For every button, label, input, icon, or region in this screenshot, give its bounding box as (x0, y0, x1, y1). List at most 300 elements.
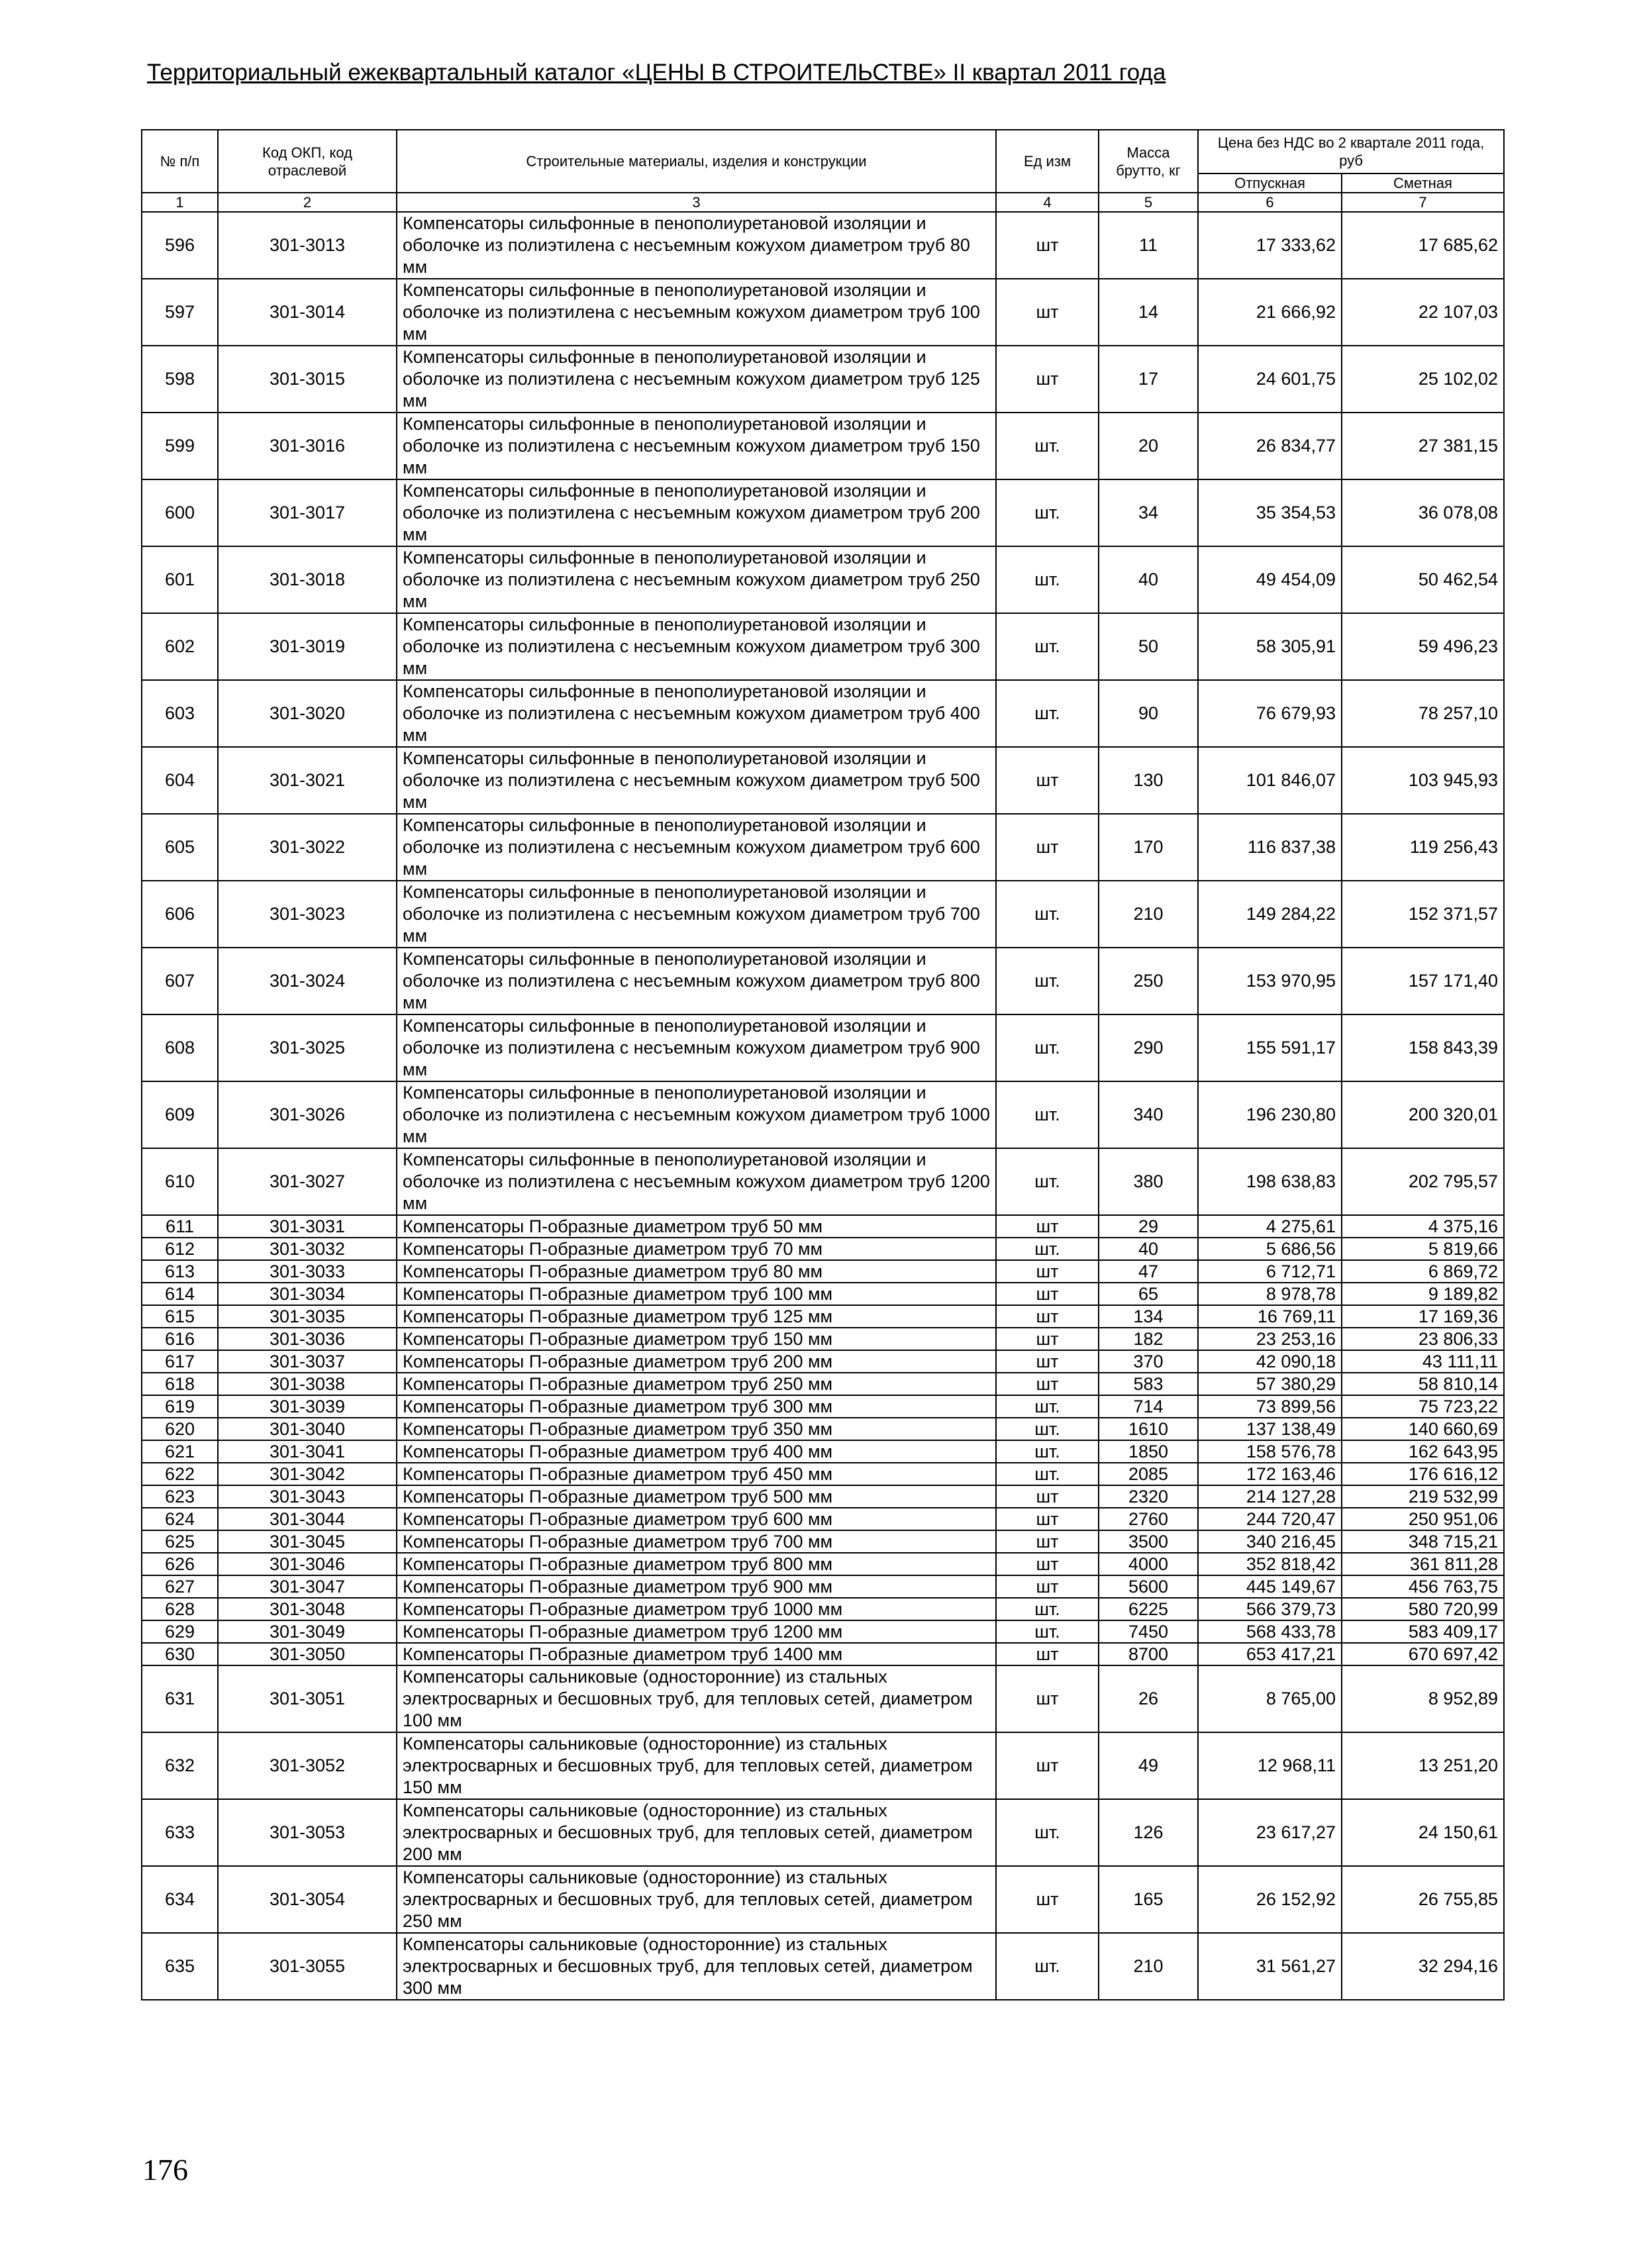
cell-price-release: 198 638,83 (1198, 1148, 1342, 1215)
cell-mass: 14 (1099, 279, 1198, 346)
cell-mass: 1610 (1099, 1418, 1198, 1440)
cell-price-release: 445 149,67 (1198, 1575, 1342, 1598)
cell-code: 301-3043 (218, 1485, 397, 1508)
cell-code: 301-3039 (218, 1395, 397, 1418)
cell-code: 301-3036 (218, 1328, 397, 1350)
cell-code: 301-3050 (218, 1643, 397, 1665)
table-row (142, 1260, 1504, 1283)
cell-unit: шт (996, 1553, 1099, 1575)
cell-num: 623 (142, 1485, 218, 1508)
cell-name: Компенсаторы сальниковые (односторонние) из стальных электросварных и бесшовных труб, для тепловых сетей, диаметром 200 мм (397, 1799, 996, 1866)
col-number: 4 (996, 193, 1099, 212)
col-header-name: Строительные материалы, изделия и конструкции (397, 130, 996, 193)
cell-price-estimate: 75 723,22 (1342, 1395, 1504, 1418)
cell-unit: шт. (996, 1148, 1099, 1215)
cell-num: 603 (142, 680, 218, 747)
cell-unit: шт. (996, 881, 1099, 948)
cell-unit: шт. (996, 1933, 1099, 2000)
cell-unit: шт. (996, 1620, 1099, 1643)
cell-code: 301-3025 (218, 1014, 397, 1081)
table-row (142, 479, 1504, 546)
cell-name: Компенсаторы П-образные диаметром труб 700 мм (397, 1530, 996, 1553)
cell-num: 611 (142, 1215, 218, 1238)
cell-price-release: 8 978,78 (1198, 1283, 1342, 1305)
cell-price-estimate: 6 869,72 (1342, 1260, 1504, 1283)
cell-price-release: 155 591,17 (1198, 1014, 1342, 1081)
table-row (142, 1440, 1504, 1463)
cell-price-estimate: 23 806,33 (1342, 1328, 1504, 1350)
table-row (142, 613, 1504, 680)
cell-num: 632 (142, 1732, 218, 1799)
cell-price-estimate: 119 256,43 (1342, 814, 1504, 881)
cell-mass: 47 (1099, 1260, 1198, 1283)
cell-code: 301-3037 (218, 1350, 397, 1373)
cell-unit: шт. (996, 1238, 1099, 1260)
table-row (142, 346, 1504, 413)
cell-unit: шт (996, 1508, 1099, 1530)
cell-unit: шт. (996, 1395, 1099, 1418)
cell-code: 301-3038 (218, 1373, 397, 1395)
cell-price-release: 352 818,42 (1198, 1553, 1342, 1575)
cell-name: Компенсаторы сальниковые (односторонние) из стальных электросварных и бесшовных труб, для тепловых сетей, диаметром 250 мм (397, 1866, 996, 1933)
cell-num: 624 (142, 1508, 218, 1530)
price-table (141, 129, 1505, 2000)
cell-price-release: 196 230,80 (1198, 1081, 1342, 1148)
cell-price-estimate: 580 720,99 (1342, 1598, 1504, 1620)
cell-price-release: 116 837,38 (1198, 814, 1342, 881)
cell-mass: 210 (1099, 881, 1198, 948)
cell-price-release: 149 284,22 (1198, 881, 1342, 948)
cell-unit: шт. (996, 1418, 1099, 1440)
cell-unit: шт (996, 1485, 1099, 1508)
cell-num: 615 (142, 1305, 218, 1328)
col-header-price-estimate: Сметная (1342, 173, 1504, 193)
cell-num: 629 (142, 1620, 218, 1643)
cell-name: Компенсаторы П-образные диаметром труб 100 мм (397, 1283, 996, 1305)
cell-unit: шт (996, 1260, 1099, 1283)
table-row (142, 279, 1504, 346)
cell-num: 599 (142, 413, 218, 479)
cell-price-estimate: 8 952,89 (1342, 1665, 1504, 1732)
cell-num: 622 (142, 1463, 218, 1485)
cell-num: 606 (142, 881, 218, 948)
cell-price-estimate: 219 532,99 (1342, 1485, 1504, 1508)
cell-num: 612 (142, 1238, 218, 1260)
cell-price-release: 76 679,93 (1198, 680, 1342, 747)
cell-mass: 40 (1099, 1238, 1198, 1260)
cell-price-release: 101 846,07 (1198, 747, 1342, 814)
table-row (142, 1866, 1504, 1933)
cell-num: 600 (142, 479, 218, 546)
cell-mass: 170 (1099, 814, 1198, 881)
cell-price-estimate: 36 078,08 (1342, 479, 1504, 546)
table-row (142, 1238, 1504, 1260)
col-header-price-group: Цена без НДС во 2 квартале 2011 года, руб (1198, 130, 1504, 173)
cell-price-release: 172 163,46 (1198, 1463, 1342, 1485)
cell-name: Компенсаторы сильфонные в пенополиуретановой изоляции и оболочке из полиэтилена с несъемным кожухом диаметром труб 800 мм (397, 948, 996, 1014)
table-row (142, 1508, 1504, 1530)
cell-unit: шт (996, 1283, 1099, 1305)
cell-price-estimate: 176 616,12 (1342, 1463, 1504, 1485)
cell-name: Компенсаторы сильфонные в пенополиуретановой изоляции и оболочке из полиэтилена с несъемным кожухом диаметром труб 700 мм (397, 881, 996, 948)
cell-price-estimate: 583 409,17 (1342, 1620, 1504, 1643)
table-row (142, 546, 1504, 613)
cell-name: Компенсаторы сильфонные в пенополиуретановой изоляции и оболочке из полиэтилена с несъемным кожухом диаметром труб 500 мм (397, 747, 996, 814)
col-number: 3 (397, 193, 996, 212)
cell-mass: 2760 (1099, 1508, 1198, 1530)
cell-price-release: 16 769,11 (1198, 1305, 1342, 1328)
cell-mass: 1850 (1099, 1440, 1198, 1463)
cell-name: Компенсаторы П-образные диаметром труб 500 мм (397, 1485, 996, 1508)
col-number: 5 (1099, 193, 1198, 212)
cell-num: 634 (142, 1866, 218, 1933)
col-number: 7 (1342, 193, 1504, 212)
cell-name: Компенсаторы сильфонные в пенополиуретановой изоляции и оболочке из полиэтилена с несъемным кожухом диаметром труб 250 мм (397, 546, 996, 613)
table-row (142, 1575, 1504, 1598)
cell-unit: шт. (996, 1799, 1099, 1866)
cell-price-release: 23 253,16 (1198, 1328, 1342, 1350)
cell-name: Компенсаторы сильфонные в пенополиуретановой изоляции и оболочке из полиэтилена с несъемным кожухом диаметром труб 80 мм (397, 212, 996, 279)
cell-name: Компенсаторы сильфонные в пенополиуретановой изоляции и оболочке из полиэтилена с несъемным кожухом диаметром труб 300 мм (397, 613, 996, 680)
cell-name: Компенсаторы сальниковые (односторонние) из стальных электросварных и бесшовных труб, для тепловых сетей, диаметром 150 мм (397, 1732, 996, 1799)
cell-unit: шт (996, 1643, 1099, 1665)
cell-price-release: 17 333,62 (1198, 212, 1342, 279)
table-row (142, 814, 1504, 881)
cell-price-estimate: 17 169,36 (1342, 1305, 1504, 1328)
cell-name: Компенсаторы сильфонные в пенополиуретановой изоляции и оболочке из полиэтилена с несъемным кожухом диаметром труб 150 мм (397, 413, 996, 479)
cell-num: 631 (142, 1665, 218, 1732)
cell-price-estimate: 58 810,14 (1342, 1373, 1504, 1395)
cell-num: 618 (142, 1373, 218, 1395)
cell-name: Компенсаторы П-образные диаметром труб 900 мм (397, 1575, 996, 1598)
cell-price-estimate: 361 811,28 (1342, 1553, 1504, 1575)
cell-unit: шт (996, 747, 1099, 814)
cell-mass: 134 (1099, 1305, 1198, 1328)
cell-name: Компенсаторы П-образные диаметром труб 1000 мм (397, 1598, 996, 1620)
table-row (142, 1553, 1504, 1575)
cell-mass: 49 (1099, 1732, 1198, 1799)
table-row (142, 1485, 1504, 1508)
cell-price-release: 31 561,27 (1198, 1933, 1342, 2000)
cell-code: 301-3033 (218, 1260, 397, 1283)
cell-unit: шт (996, 1373, 1099, 1395)
col-header-code: Код ОКП, код отраслевой (218, 130, 397, 193)
cell-unit: шт. (996, 613, 1099, 680)
cell-num: 605 (142, 814, 218, 881)
table-row (142, 1014, 1504, 1081)
cell-price-estimate: 17 685,62 (1342, 212, 1504, 279)
table-row (142, 1933, 1504, 2000)
cell-num: 608 (142, 1014, 218, 1081)
cell-code: 301-3046 (218, 1553, 397, 1575)
cell-num: 625 (142, 1530, 218, 1553)
cell-code: 301-3049 (218, 1620, 397, 1643)
page-number: 176 (142, 2153, 188, 2187)
cell-name: Компенсаторы П-образные диаметром труб 600 мм (397, 1508, 996, 1530)
cell-unit: шт. (996, 546, 1099, 613)
cell-code: 301-3034 (218, 1283, 397, 1305)
cell-price-estimate: 78 257,10 (1342, 680, 1504, 747)
cell-price-release: 568 433,78 (1198, 1620, 1342, 1643)
cell-code: 301-3032 (218, 1238, 397, 1260)
cell-name: Компенсаторы сильфонные в пенополиуретановой изоляции и оболочке из полиэтилена с несъемным кожухом диаметром труб 125 мм (397, 346, 996, 413)
cell-mass: 34 (1099, 479, 1198, 546)
cell-code: 301-3021 (218, 747, 397, 814)
cell-mass: 17 (1099, 346, 1198, 413)
cell-num: 617 (142, 1350, 218, 1373)
table-row (142, 1418, 1504, 1440)
table-row (142, 1598, 1504, 1620)
cell-price-release: 73 899,56 (1198, 1395, 1342, 1418)
table-row (142, 1215, 1504, 1238)
table-row (142, 1081, 1504, 1148)
cell-price-release: 21 666,92 (1198, 279, 1342, 346)
cell-code: 301-3023 (218, 881, 397, 948)
cell-price-release: 244 720,47 (1198, 1508, 1342, 1530)
cell-price-estimate: 670 697,42 (1342, 1643, 1504, 1665)
cell-mass: 340 (1099, 1081, 1198, 1148)
cell-name: Компенсаторы сильфонные в пенополиуретановой изоляции и оболочке из полиэтилена с несъемным кожухом диаметром труб 400 мм (397, 680, 996, 747)
cell-mass: 182 (1099, 1328, 1198, 1350)
table-row (142, 1148, 1504, 1215)
cell-mass: 4000 (1099, 1553, 1198, 1575)
cell-unit: шт. (996, 1014, 1099, 1081)
cell-price-estimate: 59 496,23 (1342, 613, 1504, 680)
cell-unit: шт (996, 814, 1099, 881)
cell-num: 604 (142, 747, 218, 814)
cell-price-release: 26 834,77 (1198, 413, 1342, 479)
cell-num: 628 (142, 1598, 218, 1620)
cell-num: 596 (142, 212, 218, 279)
cell-name: Компенсаторы сильфонные в пенополиуретановой изоляции и оболочке из полиэтилена с несъемным кожухом диаметром труб 100 мм (397, 279, 996, 346)
cell-code: 301-3045 (218, 1530, 397, 1553)
table-row (142, 1305, 1504, 1328)
cell-price-estimate: 348 715,21 (1342, 1530, 1504, 1553)
cell-price-release: 12 968,11 (1198, 1732, 1342, 1799)
cell-price-estimate: 32 294,16 (1342, 1933, 1504, 2000)
cell-name: Компенсаторы П-образные диаметром труб 200 мм (397, 1350, 996, 1373)
cell-num: 627 (142, 1575, 218, 1598)
cell-num: 610 (142, 1148, 218, 1215)
cell-price-release: 6 712,71 (1198, 1260, 1342, 1283)
cell-num: 620 (142, 1418, 218, 1440)
table-row (142, 1373, 1504, 1395)
cell-price-release: 158 576,78 (1198, 1440, 1342, 1463)
cell-code: 301-3016 (218, 413, 397, 479)
cell-unit: шт. (996, 948, 1099, 1014)
col-header-mass: Масса брутто, кг (1099, 130, 1198, 193)
col-header-unit: Ед изм (996, 130, 1099, 193)
cell-mass: 90 (1099, 680, 1198, 747)
cell-num: 609 (142, 1081, 218, 1148)
cell-price-estimate: 456 763,75 (1342, 1575, 1504, 1598)
cell-code: 301-3024 (218, 948, 397, 1014)
cell-name: Компенсаторы П-образные диаметром труб 800 мм (397, 1553, 996, 1575)
cell-name: Компенсаторы П-образные диаметром труб 125 мм (397, 1305, 996, 1328)
cell-mass: 65 (1099, 1283, 1198, 1305)
table-row (142, 1283, 1504, 1305)
cell-price-release: 340 216,45 (1198, 1530, 1342, 1553)
cell-num: 598 (142, 346, 218, 413)
cell-price-estimate: 24 150,61 (1342, 1799, 1504, 1866)
cell-code: 301-3048 (218, 1598, 397, 1620)
cell-num: 601 (142, 546, 218, 613)
cell-num: 613 (142, 1260, 218, 1283)
cell-price-estimate: 50 462,54 (1342, 546, 1504, 613)
table-row (142, 881, 1504, 948)
cell-price-release: 26 152,92 (1198, 1866, 1342, 1933)
cell-price-release: 214 127,28 (1198, 1485, 1342, 1508)
cell-price-release: 566 379,73 (1198, 1598, 1342, 1620)
cell-unit: шт (996, 1665, 1099, 1732)
cell-code: 301-3015 (218, 346, 397, 413)
cell-mass: 40 (1099, 546, 1198, 613)
cell-mass: 6225 (1099, 1598, 1198, 1620)
cell-price-release: 24 601,75 (1198, 346, 1342, 413)
cell-mass: 11 (1099, 212, 1198, 279)
cell-unit: шт. (996, 1081, 1099, 1148)
cell-code: 301-3019 (218, 613, 397, 680)
cell-unit: шт. (996, 1463, 1099, 1485)
cell-code: 301-3042 (218, 1463, 397, 1485)
cell-mass: 20 (1099, 413, 1198, 479)
cell-unit: шт (996, 1215, 1099, 1238)
cell-price-estimate: 202 795,57 (1342, 1148, 1504, 1215)
cell-mass: 370 (1099, 1350, 1198, 1373)
cell-price-release: 4 275,61 (1198, 1215, 1342, 1238)
cell-price-release: 23 617,27 (1198, 1799, 1342, 1866)
cell-name: Компенсаторы П-образные диаметром труб 80 мм (397, 1260, 996, 1283)
cell-name: Компенсаторы П-образные диаметром труб 350 мм (397, 1418, 996, 1440)
cell-name: Компенсаторы П-образные диаметром труб 400 мм (397, 1440, 996, 1463)
cell-code: 301-3014 (218, 279, 397, 346)
cell-price-estimate: 200 320,01 (1342, 1081, 1504, 1148)
table-row (142, 680, 1504, 747)
cell-num: 602 (142, 613, 218, 680)
cell-mass: 50 (1099, 613, 1198, 680)
cell-name: Компенсаторы сильфонные в пенополиуретановой изоляции и оболочке из полиэтилена с несъемным кожухом диаметром труб 200 мм (397, 479, 996, 546)
cell-unit: шт (996, 1866, 1099, 1933)
cell-name: Компенсаторы сальниковые (односторонние) из стальных электросварных и бесшовных труб, для тепловых сетей, диаметром 300 мм (397, 1933, 996, 2000)
cell-unit: шт (996, 212, 1099, 279)
cell-mass: 126 (1099, 1799, 1198, 1866)
cell-mass: 130 (1099, 747, 1198, 814)
cell-name: Компенсаторы сильфонные в пенополиуретановой изоляции и оболочке из полиэтилена с несъемным кожухом диаметром труб 1200 мм (397, 1148, 996, 1215)
cell-price-estimate: 22 107,03 (1342, 279, 1504, 346)
cell-mass: 165 (1099, 1866, 1198, 1933)
cell-price-estimate: 26 755,85 (1342, 1866, 1504, 1933)
cell-code: 301-3018 (218, 546, 397, 613)
cell-mass: 250 (1099, 948, 1198, 1014)
cell-name: Компенсаторы П-образные диаметром труб 150 мм (397, 1328, 996, 1350)
table-row (142, 1643, 1504, 1665)
cell-price-estimate: 162 643,95 (1342, 1440, 1504, 1463)
cell-name: Компенсаторы П-образные диаметром труб 1200 мм (397, 1620, 996, 1643)
cell-code: 301-3053 (218, 1799, 397, 1866)
cell-unit: шт (996, 1575, 1099, 1598)
cell-unit: шт (996, 1732, 1099, 1799)
table-row (142, 1799, 1504, 1866)
cell-unit: шт (996, 1530, 1099, 1553)
cell-code: 301-3040 (218, 1418, 397, 1440)
cell-num: 621 (142, 1440, 218, 1463)
cell-num: 635 (142, 1933, 218, 2000)
cell-code: 301-3027 (218, 1148, 397, 1215)
cell-name: Компенсаторы сильфонные в пенополиуретановой изоляции и оболочке из полиэтилена с несъемным кожухом диаметром труб 900 мм (397, 1014, 996, 1081)
cell-num: 619 (142, 1395, 218, 1418)
cell-unit: шт. (996, 680, 1099, 747)
cell-price-estimate: 4 375,16 (1342, 1215, 1504, 1238)
table-row (142, 747, 1504, 814)
table-row (142, 1328, 1504, 1350)
cell-code: 301-3055 (218, 1933, 397, 2000)
cell-mass: 5600 (1099, 1575, 1198, 1598)
cell-name: Компенсаторы сальниковые (односторонние) из стальных электросварных и бесшовных труб, для тепловых сетей, диаметром 100 мм (397, 1665, 996, 1732)
cell-mass: 210 (1099, 1933, 1198, 2000)
cell-code: 301-3031 (218, 1215, 397, 1238)
cell-unit: шт. (996, 1598, 1099, 1620)
cell-price-release: 35 354,53 (1198, 479, 1342, 546)
cell-mass: 7450 (1099, 1620, 1198, 1643)
col-number: 6 (1198, 193, 1342, 212)
cell-name: Компенсаторы сильфонные в пенополиуретановой изоляции и оболочке из полиэтилена с несъемным кожухом диаметром труб 1000 мм (397, 1081, 996, 1148)
cell-mass: 290 (1099, 1014, 1198, 1081)
cell-price-estimate: 27 381,15 (1342, 413, 1504, 479)
cell-unit: шт. (996, 479, 1099, 546)
cell-mass: 583 (1099, 1373, 1198, 1395)
cell-price-release: 137 138,49 (1198, 1418, 1342, 1440)
cell-name: Компенсаторы П-образные диаметром труб 50 мм (397, 1215, 996, 1238)
cell-price-estimate: 103 945,93 (1342, 747, 1504, 814)
cell-mass: 26 (1099, 1665, 1198, 1732)
cell-unit: шт (996, 346, 1099, 413)
cell-code: 301-3017 (218, 479, 397, 546)
cell-num: 626 (142, 1553, 218, 1575)
cell-price-estimate: 5 819,66 (1342, 1238, 1504, 1260)
cell-mass: 2085 (1099, 1463, 1198, 1485)
cell-num: 614 (142, 1283, 218, 1305)
cell-price-release: 42 090,18 (1198, 1350, 1342, 1373)
cell-code: 301-3052 (218, 1732, 397, 1799)
cell-name: Компенсаторы сильфонные в пенополиуретановой изоляции и оболочке из полиэтилена с несъемным кожухом диаметром труб 600 мм (397, 814, 996, 881)
col-header-num: № п/п (142, 130, 218, 193)
cell-code: 301-3044 (218, 1508, 397, 1530)
table-row (142, 212, 1504, 279)
cell-price-estimate: 43 111,11 (1342, 1350, 1504, 1373)
cell-price-estimate: 140 660,69 (1342, 1418, 1504, 1440)
table-row (142, 1395, 1504, 1418)
table-row (142, 1530, 1504, 1553)
cell-price-estimate: 158 843,39 (1342, 1014, 1504, 1081)
cell-unit: шт (996, 279, 1099, 346)
col-header-price-release: Отпускная (1198, 173, 1342, 193)
cell-num: 633 (142, 1799, 218, 1866)
cell-price-release: 58 305,91 (1198, 613, 1342, 680)
cell-price-estimate: 152 371,57 (1342, 881, 1504, 948)
cell-unit: шт (996, 1350, 1099, 1373)
cell-code: 301-3047 (218, 1575, 397, 1598)
cell-price-estimate: 250 951,06 (1342, 1508, 1504, 1530)
cell-price-release: 653 417,21 (1198, 1643, 1342, 1665)
cell-price-estimate: 9 189,82 (1342, 1283, 1504, 1305)
col-number: 2 (218, 193, 397, 212)
cell-mass: 380 (1099, 1148, 1198, 1215)
cell-name: Компенсаторы П-образные диаметром труб 1400 мм (397, 1643, 996, 1665)
cell-name: Компенсаторы П-образные диаметром труб 450 мм (397, 1463, 996, 1485)
cell-mass: 8700 (1099, 1643, 1198, 1665)
cell-num: 597 (142, 279, 218, 346)
cell-name: Компенсаторы П-образные диаметром труб 250 мм (397, 1373, 996, 1395)
